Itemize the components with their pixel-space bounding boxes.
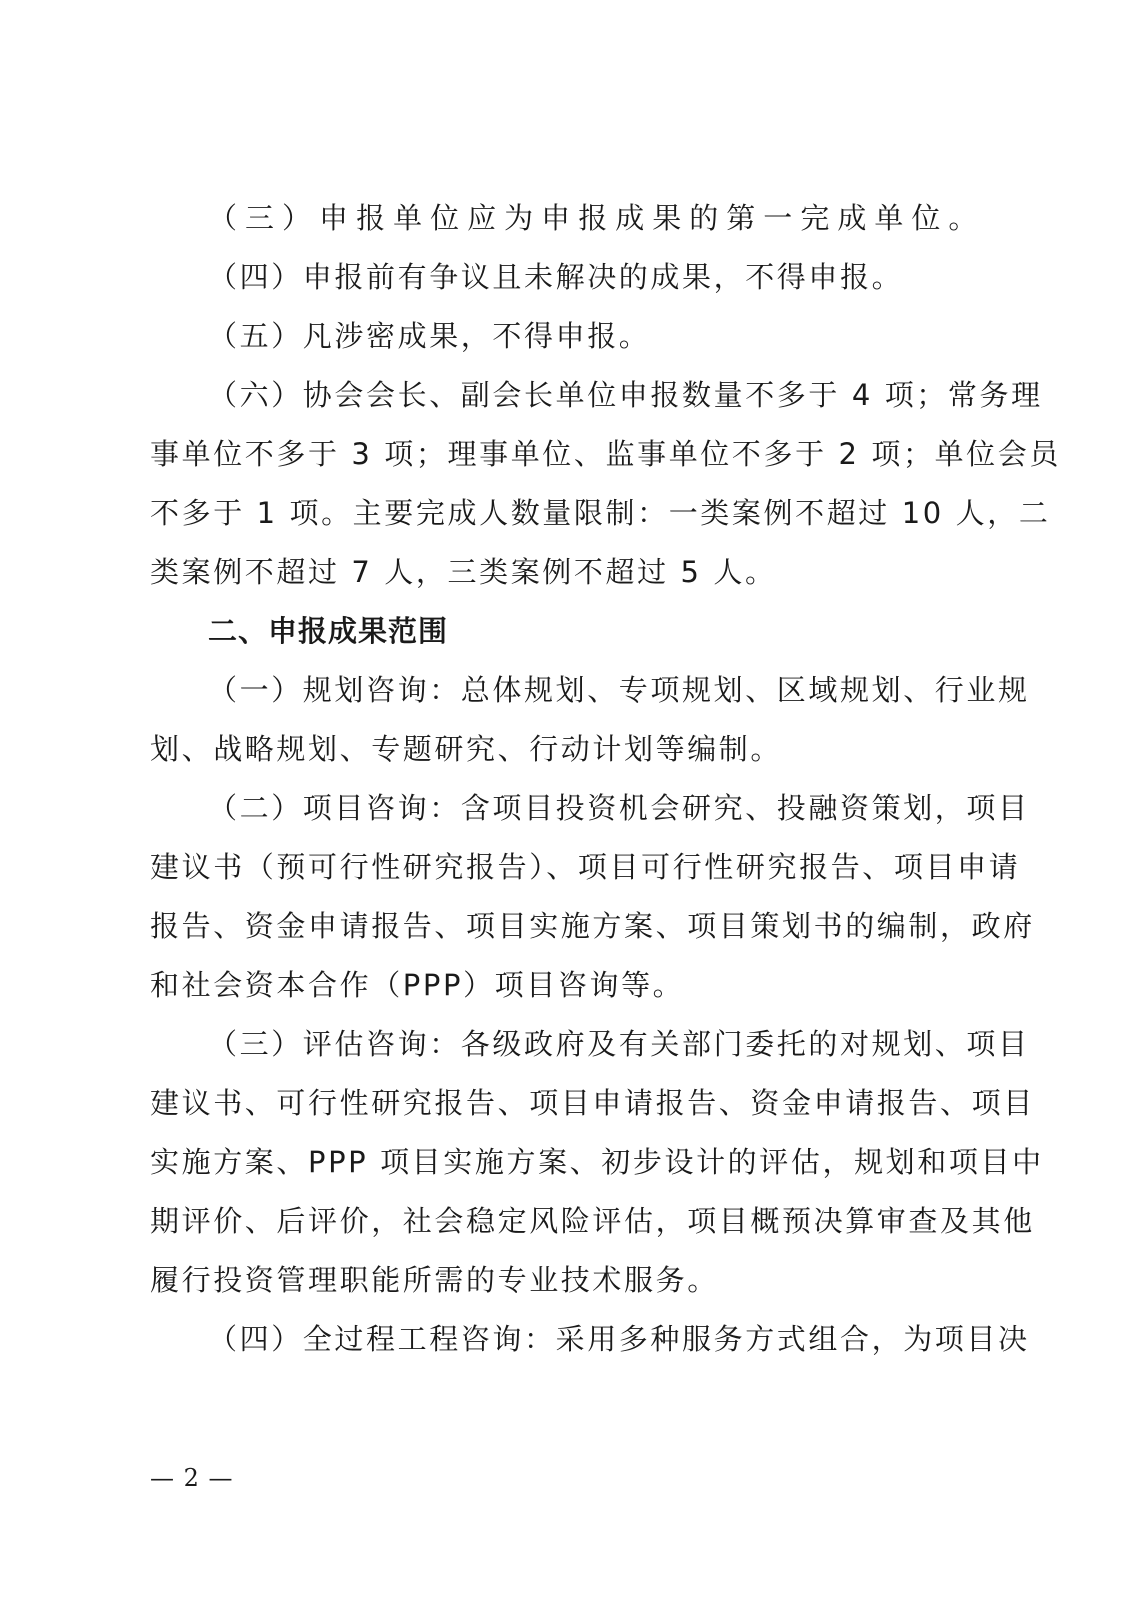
paragraph-evaluation-line-3: 实施方案、PPP 项目实施方案、初步设计的评估，规划和项目中 [150,1145,1044,1179]
page-number: — 2 — [150,1464,234,1492]
paragraph-planning-line-1: （一）规划咨询：总体规划、专项规划、区域规划、行业规 [208,673,1030,707]
paragraph-requirement-4: （四）申报前有争议且未解决的成果，不得申报。 [208,260,904,294]
paragraph-planning-line-2: 划、战略规划、专题研究、行动计划等编制。 [150,732,783,766]
paragraph-project-line-2: 建议书（预可行性研究报告）、项目可行性研究报告、项目申请 [150,850,1021,884]
paragraph-requirement-6-line-2: 事单位不多于 3 项；理事单位、监事单位不多于 2 项；单位会员 [150,437,1061,471]
paragraph-requirement-6-line-4: 类案例不超过 7 人，三类案例不超过 5 人。 [150,555,777,589]
paragraph-requirement-6-line-1: （六）协会会长、副会长单位申报数量不多于 4 项；常务理 [208,378,1043,412]
section-heading-scope: 二、申报成果范围 [208,614,449,648]
paragraph-project-line-3: 报告、资金申请报告、项目实施方案、项目策划书的编制，政府 [150,909,1035,943]
paragraph-requirement-5: （五）凡涉密成果，不得申报。 [208,319,651,353]
paragraph-project-line-4: 和社会资本合作（PPP）项目咨询等。 [150,968,685,1002]
paragraph-evaluation-line-4: 期评价、后评价，社会稳定风险评估，项目概预决算审查及其他 [150,1204,1035,1238]
paragraph-requirement-6-line-3: 不多于 1 项。主要完成人数量限制：一类案例不超过 10 人，二 [150,496,1051,530]
paragraph-evaluation-line-5: 履行投资管理职能所需的专业技术服务。 [150,1263,719,1297]
paragraph-project-line-1: （二）项目咨询：含项目投资机会研究、投融资策划，项目 [208,791,1030,825]
paragraph-whole-process-line-1: （四）全过程工程咨询：采用多种服务方式组合，为项目决 [208,1322,1030,1356]
paragraph-evaluation-line-2: 建议书、可行性研究报告、项目申请报告、资金申请报告、项目 [150,1086,1035,1120]
paragraph-evaluation-line-1: （三）评估咨询：各级政府及有关部门委托的对规划、项目 [208,1027,1030,1061]
paragraph-requirement-3: （三）申报单位应为申报成果的第一完成单位。 [208,201,980,235]
